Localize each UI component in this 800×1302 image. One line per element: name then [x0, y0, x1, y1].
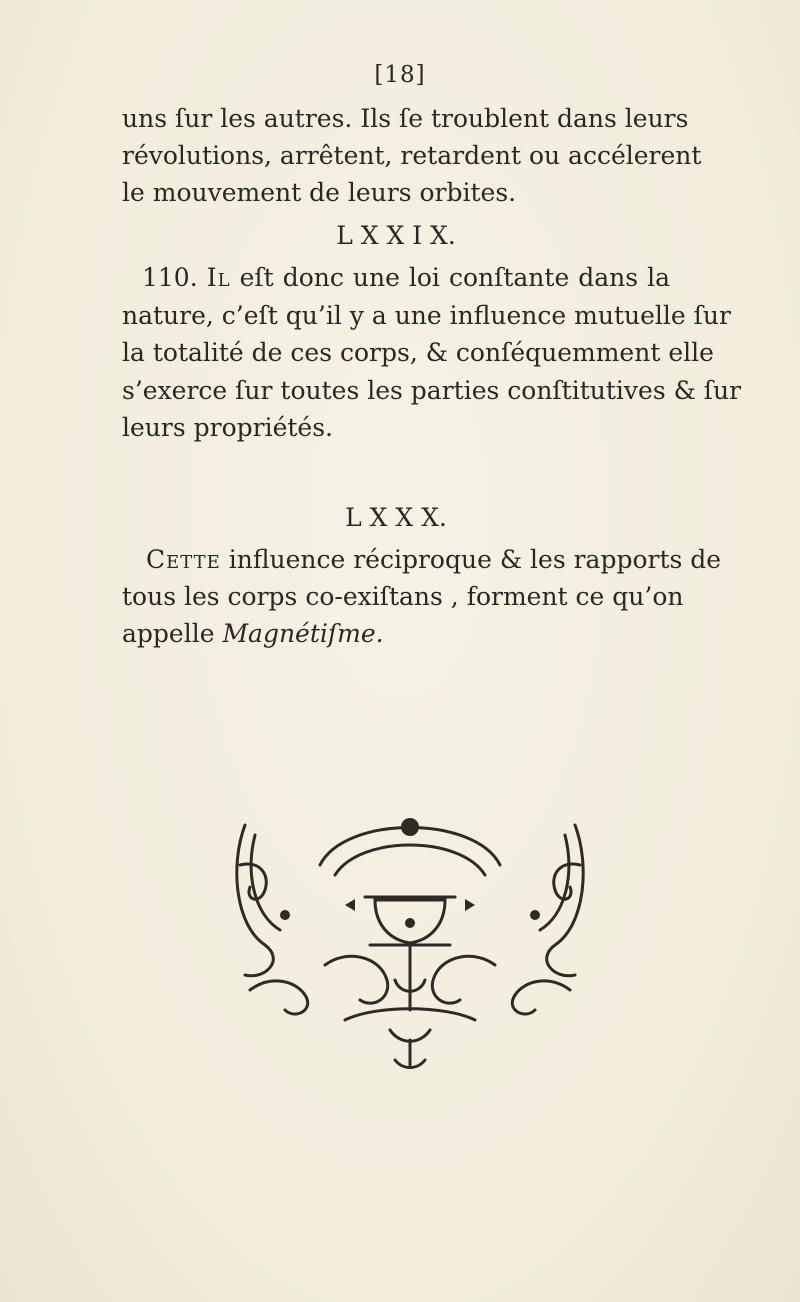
- text-fragment: appelle: [122, 619, 215, 648]
- text-line: leurs propriétés.: [122, 413, 333, 442]
- text-line: s’exerce ſur toutes les parties conſtitutives & ſur: [122, 376, 742, 405]
- text-line: révolutions, arrêtent, retardent ou accélerent: [122, 141, 702, 170]
- text-line: la totalité de ces corps, & conſéquemment elle: [122, 338, 714, 367]
- section-heading-lxxix: L X X I X.: [336, 221, 456, 250]
- section-heading-lxxx: L X X X.: [345, 503, 447, 532]
- text-line: tous les corps co-exiſtans , forment ce qu’on: [122, 582, 684, 611]
- text-line: le mouvement de leurs orbites.: [122, 178, 517, 207]
- decorative-ornament-icon: [225, 805, 595, 1075]
- text-fragment: eſt donc une loi conſtante dans la: [239, 263, 671, 292]
- initial-word: Cette: [146, 545, 221, 574]
- text-line: [122, 619, 670, 649]
- paragraph-first-line: [122, 263, 670, 293]
- italic-term: Magnétiſme.: [222, 619, 384, 648]
- paragraph-first-line: [122, 545, 722, 575]
- paragraph-number: 110.: [142, 263, 198, 292]
- text-line: nature, c’eſt qu’il y a une influence mutuelle ſur: [122, 301, 731, 330]
- page-number: [18]: [374, 62, 426, 88]
- text-fragment: influence réciproque & les rapports de: [228, 545, 722, 574]
- text-line: uns ſur les autres. Ils ſe troublent dans leurs: [122, 104, 689, 133]
- initial-word: Il: [206, 263, 231, 292]
